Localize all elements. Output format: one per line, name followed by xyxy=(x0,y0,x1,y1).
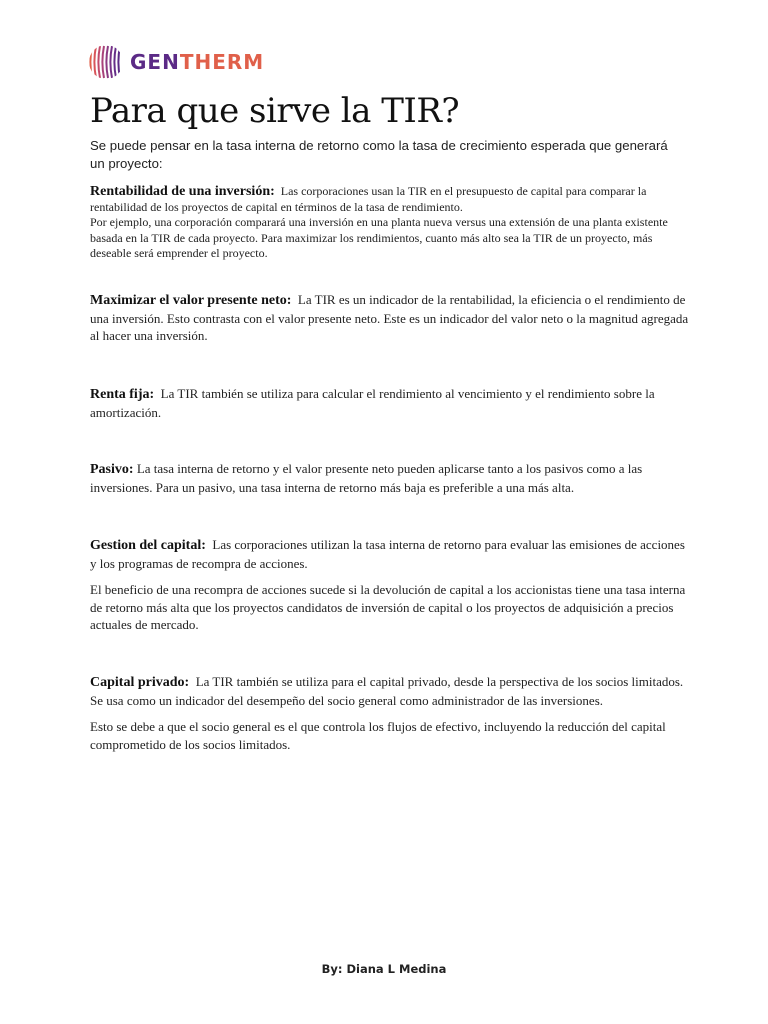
intro-text: Se puede pensar en la tasa interna de retorno como la tasa de crecimiento esperada que generará un proyecto: xyxy=(90,138,668,171)
section-heading: Pasivo: xyxy=(90,462,134,477)
section-paragraph: La tasa interna de retorno y el valor presente neto pueden aplicarse tanto a los pasivos como a las inversiones. Para un pasivo, una tasa interna de retorno más baja es preferible a una más alta. xyxy=(90,461,643,495)
section-paragraph: Las corporaciones usan la TIR en el presupuesto de capital para comparar la rentabilidad de los proyectos de capital en términos de la tasa de rendimiento. xyxy=(90,184,647,214)
logo-wordmark-gen: GEN xyxy=(130,50,180,74)
section-heading: Renta fija: xyxy=(90,387,155,402)
section-paragraph: La TIR también se utiliza para el capital privado, desde la perspectiva de los socios limitados. Se usa como un indicador del desempeño del socio general como administrador de las inversiones. xyxy=(90,674,684,708)
section-heading: Capital privado: xyxy=(90,675,190,690)
section-heading: Gestion del capital: xyxy=(90,538,206,553)
gentherm-logo xyxy=(88,44,264,80)
page-title: Para que sirve la TIR? xyxy=(90,91,460,131)
section-rentabilidad xyxy=(90,184,690,262)
section-paragraph: Por ejemplo, una corporación comparará una inversión en una planta nueva versus una extensión de una planta existente basada en la TIR de cada proyecto. Para maximizar los rendimientos, cuanto más alto sea la TIR de un proyecto, más deseable será emprender el proyecto. xyxy=(90,215,668,260)
section-heading: Maximizar el valor presente neto: xyxy=(90,293,292,308)
section-heading: Rentabilidad de una inversión: xyxy=(90,184,275,199)
section-paragraph: Esto se debe a que el socio general es el que controla los flujos de efectivo, incluyendo la reducción del capital comprometido de los socios limitados. xyxy=(90,719,666,752)
section-capital-privado xyxy=(90,673,690,753)
logo-wordmark xyxy=(130,52,264,72)
gentherm-logo-mark-icon xyxy=(88,44,124,80)
section-paragraph: Las corporaciones utilizan la tasa interna de retorno para evaluar las emisiones de acciones y los programas de recompra de acciones. xyxy=(90,537,685,571)
section-maximizar xyxy=(90,291,690,345)
logo-wordmark-therm: THERM xyxy=(179,50,265,74)
section-paragraph: El beneficio de una recompra de acciones sucede si la devolución de capital a los accionistas tiene una tasa interna de retorno más alta que los proyectos candidatos de inversión de capital o los proyectos de adquisición a precios actuales de mercado. xyxy=(90,582,686,632)
section-renta-fija xyxy=(90,385,690,421)
section-gestion-capital xyxy=(90,536,690,634)
section-paragraph: La TIR también se utiliza para calcular el rendimiento al vencimiento y el rendimiento sobre la amortización. xyxy=(90,386,655,420)
section-pasivo xyxy=(90,460,690,496)
author-footer: By: Diana L Medina xyxy=(321,962,447,976)
section-paragraph: La TIR es un indicador de la rentabilidad, la eficiencia o el rendimiento de una inversión. Esto contrasta con el valor presente neto. Este es un indicador del valor neto o la magnitud agregada al hacer una inversión. xyxy=(90,292,689,343)
